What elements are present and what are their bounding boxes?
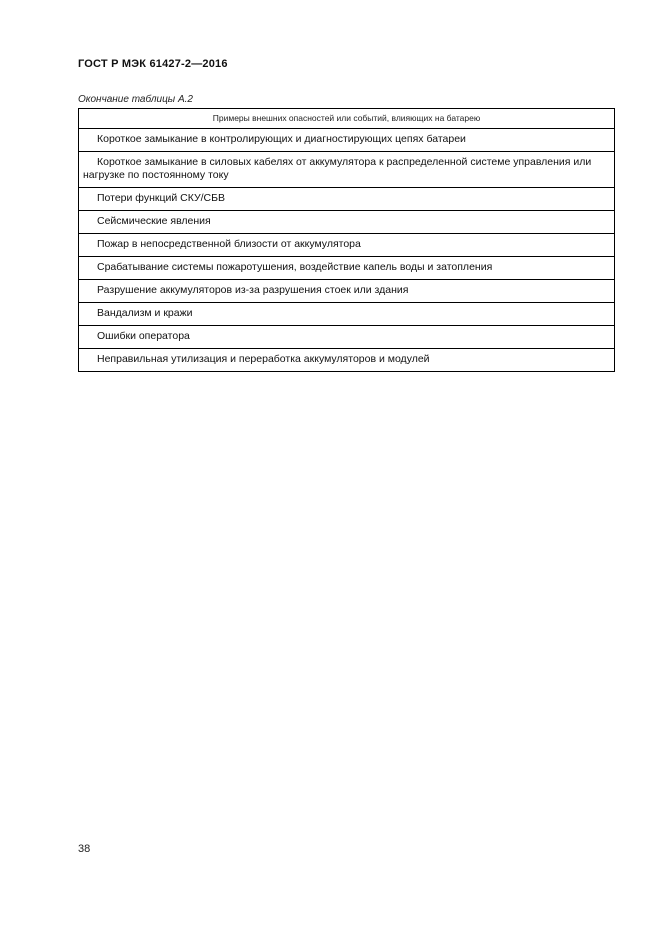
table-row xyxy=(79,326,615,349)
table-row xyxy=(79,211,615,234)
table-caption: Окончание таблицы А.2 xyxy=(78,94,193,105)
table-row xyxy=(79,257,615,280)
table-cell: Сейсмические явления xyxy=(79,211,615,234)
table-row xyxy=(79,188,615,211)
table-row xyxy=(79,349,615,372)
table-cell: Короткое замыкание в силовых кабелях от аккумулятора к распределенной системе управления или нагрузке по постоянному току xyxy=(79,152,615,188)
table-body xyxy=(79,129,615,372)
document-title: ГОСТ Р МЭК 61427-2—2016 xyxy=(78,58,228,70)
table-row xyxy=(79,234,615,257)
page-number: 38 xyxy=(78,843,91,855)
table-head xyxy=(79,109,615,129)
table-row xyxy=(79,280,615,303)
table-cell: Ошибки оператора xyxy=(79,326,615,349)
table-header-row xyxy=(79,109,615,129)
table-cell: Срабатывание системы пожаротушения, воздействие капель воды и затопления xyxy=(79,257,615,280)
table-cell: Неправильная утилизация и переработка аккумуляторов и модулей xyxy=(79,349,615,372)
hazards-table xyxy=(78,108,615,372)
table-cell: Короткое замыкание в контролирующих и диагностирующих цепях батареи xyxy=(79,129,615,152)
table-header-cell: Примеры внешних опасностей или событий, влияющих на батарею xyxy=(79,109,615,129)
table-cell: Пожар в непосредственной близости от аккумулятора xyxy=(79,234,615,257)
table-row xyxy=(79,303,615,326)
table-cell: Вандализм и кражи xyxy=(79,303,615,326)
table-row xyxy=(79,129,615,152)
table-cell: Потери функций СКУ/СБВ xyxy=(79,188,615,211)
table-cell: Разрушение аккумуляторов из-за разрушения стоек или здания xyxy=(79,280,615,303)
table-row xyxy=(79,152,615,188)
